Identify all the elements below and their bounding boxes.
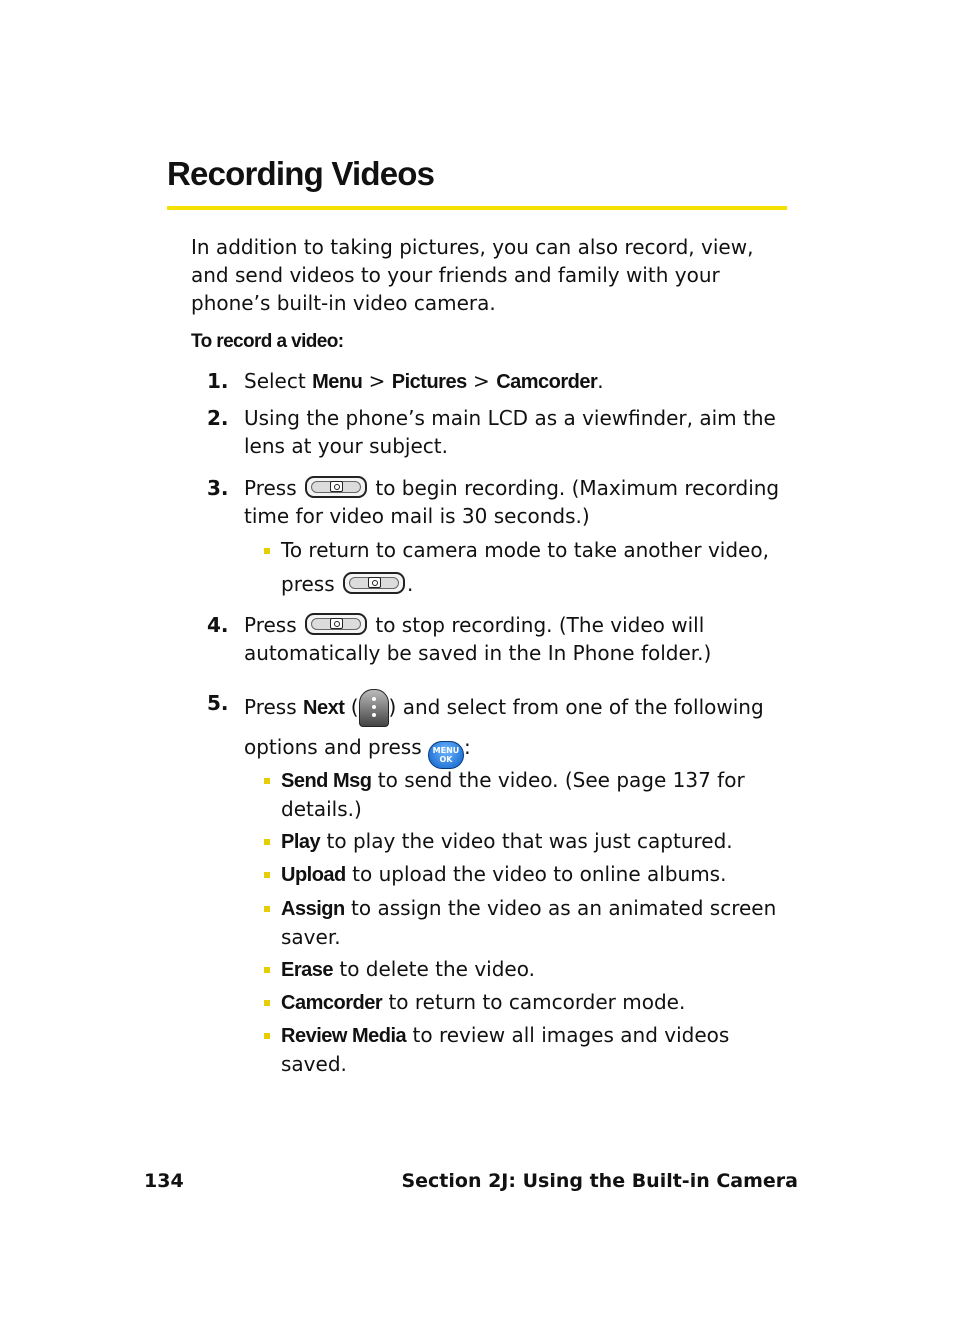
- step-number: 3.: [207, 476, 229, 500]
- section-title: Section 2J: Using the Built-in Camera: [401, 1170, 798, 1192]
- bullet-icon: [264, 1000, 270, 1006]
- procedure-heading: To record a video:: [191, 331, 344, 352]
- bullet-icon: [264, 967, 270, 973]
- bullet-icon: [264, 839, 270, 845]
- intro-paragraph: In addition to taking pictures, you can also record, view, and send videos to your friends and family with your phone’s built-in video camera.: [191, 235, 754, 315]
- step-number: 1.: [207, 369, 229, 393]
- bullet-icon: [264, 1033, 270, 1039]
- menu-ok-key-icon: MENU OK: [428, 741, 464, 769]
- step-text: Press to stop recording. (The video will automatically be saved in the In Phone folder.): [244, 613, 712, 665]
- camera-key-icon: [305, 476, 367, 498]
- camera-key-icon: [305, 613, 367, 635]
- step-text: Press Next ( ) and select from one of the following: [244, 689, 789, 727]
- step-text: Using the phone’s main LCD as a viewfinder, aim the lens at your subject.: [244, 406, 776, 458]
- step-number: 4.: [207, 613, 229, 637]
- title-rule: [167, 206, 787, 210]
- bullet-icon: [264, 548, 270, 554]
- step-text: Press to begin recording. (Maximum recording time for video mail is 30 seconds.): [244, 476, 780, 528]
- page-title: Recording Videos: [167, 155, 435, 192]
- step-number: 5.: [207, 691, 229, 715]
- camera-key-icon: [343, 572, 405, 594]
- step-text: Select Menu > Pictures > Camcorder.: [244, 369, 604, 393]
- bullet-icon: [264, 778, 270, 784]
- bullet-icon: [264, 906, 270, 912]
- bullet-icon: [264, 872, 270, 878]
- next-softkey-icon: [359, 689, 389, 727]
- step-number: 2.: [207, 406, 229, 430]
- page-number: 134: [144, 1170, 184, 1192]
